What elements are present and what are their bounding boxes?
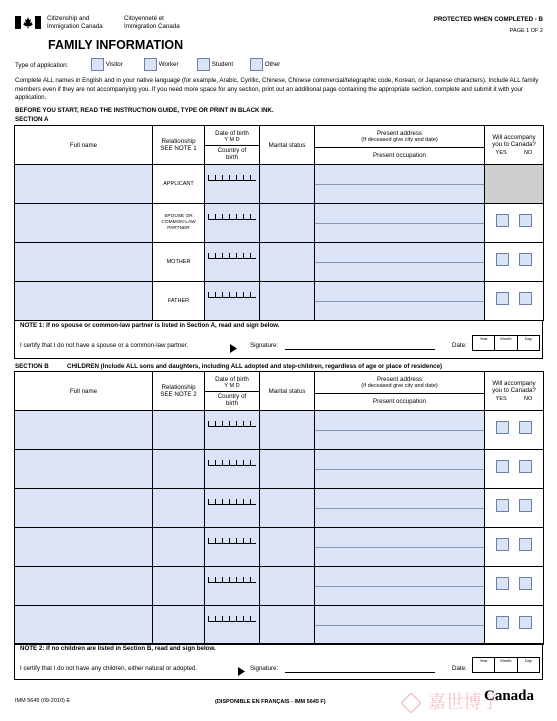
type-worker[interactable] xyxy=(144,58,179,71)
marital-status-field[interactable] xyxy=(260,489,315,528)
accompany-yes-checkbox[interactable] xyxy=(496,538,509,551)
dob-country-field[interactable] xyxy=(205,282,260,321)
address-occupation-field[interactable] xyxy=(315,282,485,321)
country-of-birth-label: Country of birth xyxy=(217,146,247,161)
accompany-cell xyxy=(485,243,544,282)
accompany-yes-checkbox[interactable] xyxy=(496,292,509,305)
form-title: FAMILY INFORMATION xyxy=(48,38,184,52)
country-of-birth-label: Country of birth xyxy=(217,392,247,407)
date-field-1[interactable] xyxy=(472,335,540,351)
relationship-cell: MOTHER xyxy=(153,243,205,282)
marital-status-field[interactable] xyxy=(260,243,315,282)
day-label: Day xyxy=(524,336,532,341)
marital-status-header: Marital status xyxy=(260,372,315,411)
ymd-label: Y M D xyxy=(224,136,240,143)
worker-label: Worker xyxy=(158,61,179,69)
table-row xyxy=(15,204,544,243)
certify-no-children-text: I certify that I do not have any children, either natural or adopted. xyxy=(20,665,198,672)
accompany-no-checkbox[interactable] xyxy=(519,253,532,266)
full-name-field[interactable] xyxy=(15,204,153,243)
relationship-label: Relationship xyxy=(161,384,196,391)
accompany-header xyxy=(485,372,544,411)
marital-status-field[interactable] xyxy=(260,165,315,204)
date-of-birth-header xyxy=(205,372,260,411)
relationship-cell: APPLICANT xyxy=(153,165,205,204)
certify-no-spouse-text: I certify that I do not have a spouse or a common-law partner. xyxy=(20,342,189,349)
section-a-table xyxy=(14,125,544,321)
address-occupation-field[interactable] xyxy=(315,450,485,489)
address-occupation-field[interactable] xyxy=(315,411,485,450)
french-availability: (DISPONIBLE EN FRANÇAIS - IMM 5645 F) xyxy=(215,699,326,705)
note-1-text: NOTE 1: If no spouse or common-law partner is listed in Section A, read and sign below. xyxy=(20,322,280,329)
full-name-field[interactable] xyxy=(15,282,153,321)
accompany-yes-checkbox[interactable] xyxy=(496,499,509,512)
type-student[interactable] xyxy=(197,58,233,71)
present-address-label: Present address xyxy=(376,129,423,137)
canada-wordmark: Canada xyxy=(484,688,535,704)
other-label: Other xyxy=(264,61,281,69)
date-field-2[interactable] xyxy=(472,657,540,673)
date-of-birth-header xyxy=(205,126,260,165)
deceased-note-label: (If deceased give city and date) xyxy=(361,382,438,389)
present-occupation-label: Present occupation xyxy=(373,397,426,405)
accompany-no-checkbox[interactable] xyxy=(519,292,532,305)
table-row xyxy=(15,165,544,204)
marital-status-field[interactable] xyxy=(260,204,315,243)
accompany-no-checkbox[interactable] xyxy=(519,421,532,434)
address-occupation-field[interactable] xyxy=(315,204,485,243)
accompany-yes-checkbox[interactable] xyxy=(496,577,509,590)
see-note-2-label: SEE NOTE 2 xyxy=(160,391,197,398)
yes-label: YES xyxy=(495,395,507,402)
dob-country-field[interactable] xyxy=(205,606,260,645)
deceased-note-label: (If deceased give city and date) xyxy=(361,136,438,143)
full-name-field[interactable] xyxy=(15,411,153,450)
accompany-yes-checkbox[interactable] xyxy=(496,253,509,266)
section-b-header-row xyxy=(15,372,544,411)
accompany-yes-checkbox[interactable] xyxy=(496,421,509,434)
dob-label: Date of birth xyxy=(215,129,249,137)
visitor-checkbox[interactable] xyxy=(91,58,104,71)
year-label: Year xyxy=(473,336,495,350)
section-a-header-row xyxy=(15,126,544,165)
accompany-no-checkbox[interactable] xyxy=(519,538,532,551)
address-occupation-field[interactable] xyxy=(315,567,485,606)
table-row xyxy=(15,528,544,567)
arrow-right-icon xyxy=(238,663,245,681)
full-name-header: Full name xyxy=(15,372,153,411)
section-b-label: SECTION B xyxy=(15,363,49,370)
accompany-no-checkbox[interactable] xyxy=(519,214,532,227)
student-checkbox[interactable] xyxy=(197,58,210,71)
student-label: Student xyxy=(211,61,234,69)
marital-status-field[interactable] xyxy=(260,528,315,567)
canada-flag-icon xyxy=(15,16,41,29)
dob-country-field[interactable] xyxy=(205,450,260,489)
form-number: IMM 5645 (09-2010) E xyxy=(15,698,71,704)
table-row xyxy=(15,243,544,282)
month-label: Month xyxy=(495,658,517,672)
month-label: Month xyxy=(495,336,517,350)
full-name-field[interactable] xyxy=(15,567,153,606)
watermark-text: 嘉世博子 xyxy=(427,692,500,713)
application-type-label: Type of application: xyxy=(15,62,69,69)
relationship-field[interactable] xyxy=(153,606,205,645)
section-a-label: SECTION A xyxy=(15,116,49,123)
dept-fr-line1: Citoyenneté et xyxy=(124,15,164,22)
date-label-1: Date: xyxy=(452,342,467,349)
full-name-field[interactable] xyxy=(15,243,153,282)
accompany-cell xyxy=(485,450,544,489)
watermark-icon xyxy=(400,692,422,714)
dept-en-line2: Immigration Canada xyxy=(47,22,103,30)
section-b-table xyxy=(14,371,544,645)
relationship-field[interactable] xyxy=(153,528,205,567)
accompany-cell xyxy=(485,411,544,450)
table-row xyxy=(15,567,544,606)
visitor-label: Visitor xyxy=(105,61,123,69)
relationship-field[interactable] xyxy=(153,411,205,450)
day-label: Day xyxy=(524,658,532,663)
page-number: PAGE 1 OF 2 xyxy=(509,28,543,34)
instructions-paragraph: Complete ALL names in English and in your native language (for example, Arabic, Cyrillic, Chinese, Chinese commercial/telegraphic code, Korean, or Japanese characters). Include ALL family members even if they are not accompanying you. If you need more space for any section, print out an additional page containing the appropriate section, complete and submit it with your application. xyxy=(15,77,539,101)
accompany-cell xyxy=(485,489,544,528)
date-label-2: Date: xyxy=(452,665,467,672)
relationship-field[interactable] xyxy=(153,567,205,606)
table-row xyxy=(15,450,544,489)
section-b-title: CHILDREN (Include ALL sons and daughters, including ALL adopted and step-children, regardless of age or place of residence) xyxy=(67,363,443,370)
relationship-header xyxy=(153,372,205,411)
present-occupation-label: Present occupation xyxy=(373,151,426,159)
will-accompany-label: Will accompany you to Canada? xyxy=(492,379,536,394)
accompany-no-checkbox[interactable] xyxy=(519,460,532,473)
accompany-cell xyxy=(485,204,544,243)
address-occupation-field[interactable] xyxy=(315,489,485,528)
accompany-no-checkbox[interactable] xyxy=(519,499,532,512)
accompany-cell xyxy=(485,528,544,567)
accompany-cell xyxy=(485,606,544,645)
address-occupation-field[interactable] xyxy=(315,606,485,645)
dob-country-field[interactable] xyxy=(205,165,260,204)
dob-country-field[interactable] xyxy=(205,489,260,528)
department-english xyxy=(47,15,103,30)
accompany-yes-checkbox[interactable] xyxy=(496,460,509,473)
full-name-field[interactable] xyxy=(15,450,153,489)
accompany-header xyxy=(485,126,544,165)
dob-label: Date of birth xyxy=(215,375,249,383)
type-visitor[interactable] xyxy=(91,58,123,71)
see-note-1-label: SEE NOTE 1 xyxy=(160,145,197,152)
dob-country-field[interactable] xyxy=(205,528,260,567)
relationship-field[interactable] xyxy=(153,489,205,528)
department-french xyxy=(124,15,180,30)
no-label: NO xyxy=(524,149,533,156)
accompany-cell xyxy=(485,282,544,321)
table-row xyxy=(15,411,544,450)
accompany-yes-checkbox[interactable] xyxy=(496,616,509,629)
dept-fr-line2: Immigration Canada xyxy=(124,22,180,30)
table-row xyxy=(15,282,544,321)
marital-status-field[interactable] xyxy=(260,606,315,645)
dob-country-field[interactable] xyxy=(205,567,260,606)
relationship-cell: FATHER xyxy=(153,282,205,321)
accompany-no-checkbox[interactable] xyxy=(519,577,532,590)
full-name-field[interactable] xyxy=(15,165,153,204)
accompany-na-cell xyxy=(485,165,544,204)
arrow-right-icon xyxy=(230,340,237,358)
full-name-field[interactable] xyxy=(15,489,153,528)
table-row xyxy=(15,606,544,645)
no-label: NO xyxy=(524,395,533,402)
signature-label-2: Signature: xyxy=(250,665,279,672)
marital-status-field[interactable] xyxy=(260,567,315,606)
other-checkbox[interactable] xyxy=(250,58,263,71)
address-header xyxy=(315,372,485,411)
dob-country-field[interactable] xyxy=(205,411,260,450)
address-occupation-field[interactable] xyxy=(315,528,485,567)
protected-label: PROTECTED WHEN COMPLETED - B xyxy=(433,16,543,23)
relationship-field[interactable] xyxy=(153,450,205,489)
address-header xyxy=(315,126,485,165)
yes-label: YES xyxy=(495,149,507,156)
marital-status-field[interactable] xyxy=(260,411,315,450)
address-occupation-field[interactable] xyxy=(315,165,485,204)
signature-label-1: Signature: xyxy=(250,342,279,349)
ymd-label: Y M D xyxy=(224,382,240,389)
accompany-no-checkbox[interactable] xyxy=(519,616,532,629)
note-2-text: NOTE 2: If no children are listed in Section B, read and sign below. xyxy=(20,645,216,652)
signature-line-2[interactable] xyxy=(285,672,435,673)
instructions-ink: BEFORE YOU START, READ THE INSTRUCTION GUIDE, TYPE OR PRINT IN BLACK INK. xyxy=(15,107,274,114)
marital-status-field[interactable] xyxy=(260,450,315,489)
marital-status-field[interactable] xyxy=(260,282,315,321)
full-name-field[interactable] xyxy=(15,528,153,567)
relationship-label: Relationship xyxy=(161,138,196,145)
signature-line-1[interactable] xyxy=(285,349,435,350)
present-address-label: Present address xyxy=(376,375,423,383)
table-row xyxy=(15,489,544,528)
dob-country-field[interactable] xyxy=(205,204,260,243)
will-accompany-label: Will accompany you to Canada? xyxy=(492,133,536,148)
worker-checkbox[interactable] xyxy=(144,58,157,71)
marital-status-header: Marital status xyxy=(260,126,315,165)
accompany-yes-checkbox[interactable] xyxy=(496,214,509,227)
type-other[interactable] xyxy=(250,58,280,71)
dept-en-line1: Citizenship and xyxy=(47,15,90,22)
accompany-cell xyxy=(485,567,544,606)
dob-country-field[interactable] xyxy=(205,243,260,282)
address-occupation-field[interactable] xyxy=(315,243,485,282)
full-name-header: Full name xyxy=(15,126,153,165)
full-name-field[interactable] xyxy=(15,606,153,645)
relationship-header xyxy=(153,126,205,165)
relationship-cell: SPOUSE OR COMMON-LAW PARTNER xyxy=(153,204,205,243)
year-label: Year xyxy=(473,658,495,672)
